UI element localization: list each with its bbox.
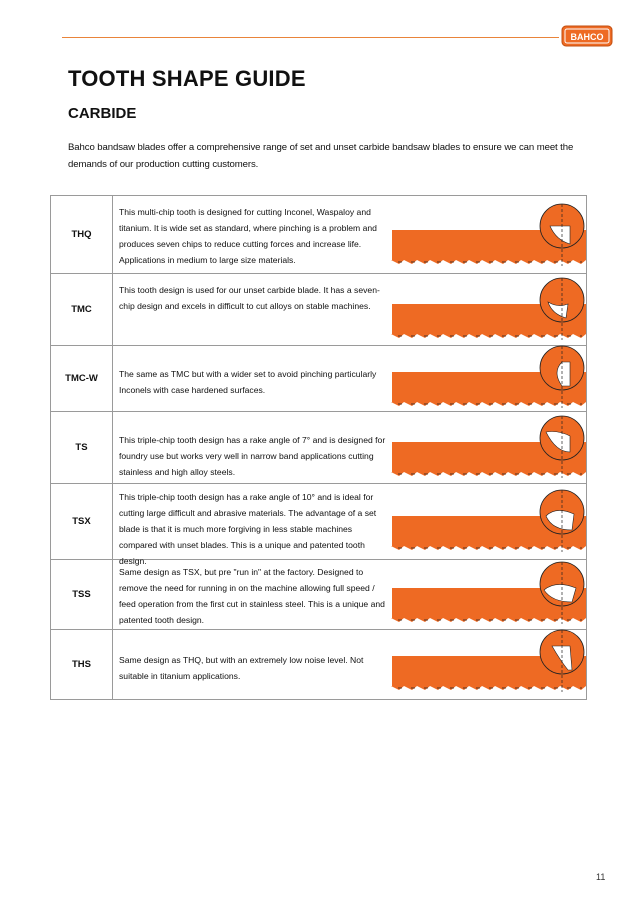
- tooth-description: Same design as THQ, but with an extremely low noise level. Not suitable in titanium applications.: [119, 655, 364, 681]
- tooth-description: This tooth design is used for our unset carbide blade. It has a seven-chip design and excels in difficult to cut alloys on stable machines.: [119, 285, 380, 311]
- blade-tooth-illustration: [390, 200, 586, 272]
- tooth-description: Same design as TSX, but pre "run in" at the factory. Designed to remove the need for running in on the machine allowing full speed / feed operation from the first cut in stainless steel. This is a unique and patented tooth design.: [119, 567, 385, 625]
- table-right-border: [586, 560, 587, 629]
- svg-text:BAHCO: BAHCO: [570, 32, 604, 42]
- table-right-border: [586, 630, 587, 699]
- blade-tooth-illustration: [390, 486, 586, 558]
- tooth-code: THS: [50, 630, 113, 699]
- tooth-code: TMC: [50, 274, 113, 345]
- blade-tooth-illustration: [390, 342, 586, 414]
- tooth-description: This multi-chip tooth is designed for cutting Inconel, Waspaloy and titanium. It is wide set as standard, where pinching is a problem and produces seven chips to reduce cutting forces and increase life. Applications in medium to large size materials.: [119, 207, 377, 265]
- blade-tooth-illustration: [390, 412, 586, 484]
- table-right-border: [586, 274, 587, 345]
- tooth-row-tss: [50, 560, 587, 630]
- section-subtitle: CARBIDE: [68, 105, 137, 122]
- tooth-code: TS: [50, 412, 113, 483]
- tooth-code: TMC-W: [50, 346, 113, 411]
- tooth-description: The same as TMC but with a wider set to avoid pinching particularly Inconels with case hardened surfaces.: [119, 369, 377, 395]
- tooth-code: THQ: [50, 196, 113, 273]
- table-right-border: [586, 346, 587, 411]
- table-right-border: [586, 484, 587, 559]
- tooth-description: This triple-chip tooth design has a rake angle of 7° and is designed for foundry use but works very well in narrow band applications cutting stainless and high alloy steels.: [119, 435, 386, 477]
- table-right-border: [586, 412, 587, 483]
- tooth-row-tmc-w: [50, 346, 587, 412]
- page-title: TOOTH SHAPE GUIDE: [68, 66, 306, 91]
- tooth-row-tmc: [50, 274, 587, 346]
- tooth-row-ths: [50, 630, 587, 699]
- tooth-description: This triple-chip tooth design has a rake angle of 10° and is ideal for cutting large difficult and abrasive materials. The advantage of a set blade is that it is much more forgiving in less stable machines compared with unset blades. This is a unique and patented tooth design.: [119, 492, 377, 566]
- tooth-shape-table: [50, 195, 587, 700]
- bahco-logo: [561, 25, 613, 47]
- tooth-row-tsx: [50, 484, 587, 566]
- intro-paragraph: Bahco bandsaw blades offer a comprehensive range of set and unset carbide bandsaw blades to ensure we can meet the demands of our production cutting customers.: [68, 142, 574, 170]
- tooth-code: TSS: [50, 560, 113, 629]
- table-right-border: [586, 196, 587, 273]
- tooth-code: TSX: [50, 484, 113, 559]
- header-rule: [62, 37, 559, 38]
- blade-tooth-illustration: [390, 558, 586, 630]
- tooth-row-thq: [50, 196, 587, 274]
- blade-tooth-illustration: [390, 274, 586, 346]
- blade-tooth-illustration: [390, 626, 586, 698]
- tooth-row-ts: [50, 412, 587, 484]
- page-number: 11: [596, 872, 606, 882]
